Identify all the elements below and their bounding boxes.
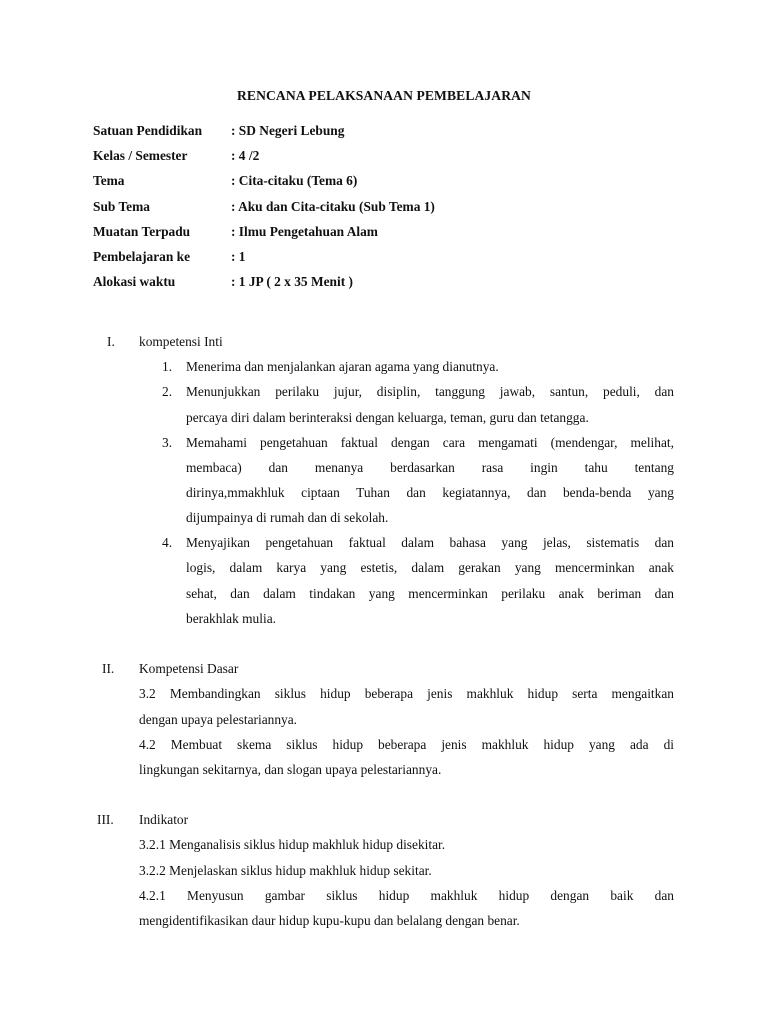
paragraph-line: lingkungan sekitarnya, dan slogan upaya pelestariannya. (139, 762, 442, 777)
identity-label: Sub Tema (93, 199, 150, 214)
identity-value: : Cita-citaku (Tema 6) (231, 173, 358, 188)
identity-value: : 1 (231, 249, 246, 264)
list-item-line: berakhlak mulia. (186, 611, 276, 626)
identity-row-tema (93, 173, 357, 189)
paragraph-line: 3.2 Membandingkan siklus hidup beberapa jenis makhluk hidup serta mengaitkan (139, 686, 674, 701)
identity-label: Pembelajaran ke (93, 249, 191, 264)
list-item-line: Menunjukkan perilaku jujur, disiplin, tanggung jawab, santun, peduli, dan (186, 384, 674, 399)
list-item-line: Menyajikan pengetahuan faktual dalam bahasa yang jelas, sistematis dan (186, 535, 674, 550)
list-item-line: logis, dalam karya yang estetis, dalam gerakan yang mencerminkan anak (186, 560, 674, 575)
list-item-number: 3. (162, 435, 173, 450)
identity-row-satuan (93, 123, 344, 139)
identity-row-alokasi (93, 274, 353, 290)
paragraph-line: mengidentifikasikan daur hidup kupu-kupu dan belalang dengan benar. (139, 913, 520, 928)
paragraph-line: 3.2.1 Menganalisis siklus hidup makhluk hidup disekitar. (139, 837, 446, 852)
list-item-number: 2. (162, 384, 173, 399)
paragraph-line: 4.2 Membuat skema siklus hidup beberapa jenis makhluk hidup yang ada di (139, 737, 674, 752)
list-item-line: membaca) dan menanya berdasarkan rasa ingin tahu tentang (186, 460, 674, 475)
paragraph-line: 3.2.2 Menjelaskan siklus hidup makhluk hidup sekitar. (139, 863, 432, 878)
identity-value: : Ilmu Pengetahuan Alam (231, 224, 378, 239)
section-number: I. (107, 334, 115, 349)
document-title: RENCANA PELAKSANAAN PEMBELAJARAN (237, 88, 531, 103)
list-item-line: Menerima dan menjalankan ajaran agama yang dianutnya. (186, 359, 499, 374)
identity-row-subtema (93, 199, 435, 215)
identity-value: : 4 /2 (231, 148, 260, 163)
list-item-number: 4. (162, 535, 173, 550)
identity-label: Alokasi waktu (93, 274, 176, 289)
identity-value: : SD Negeri Lebung (231, 123, 345, 138)
identity-row-kelas (93, 148, 259, 164)
list-item-number: 1. (162, 359, 173, 374)
identity-label: Satuan Pendidikan (93, 123, 203, 138)
section-number: III. (97, 812, 114, 827)
paragraph-line: dengan upaya pelestariannya. (139, 712, 298, 727)
paragraph-line: 4.2.1 Menyusun gambar siklus hidup makhluk hidup dengan baik dan (139, 888, 674, 903)
section-title-kompetensi-inti: kompetensi Inti (139, 334, 223, 349)
identity-label: Tema (93, 173, 125, 188)
list-item-line: Memahami pengetahuan faktual dengan cara mengamati (mendengar, melihat, (186, 435, 674, 450)
list-item-line: sehat, dan dalam tindakan yang mencerminkan perilaku anak beriman dan (186, 586, 674, 601)
identity-label: Muatan Terpadu (93, 224, 191, 239)
identity-label: Kelas / Semester (93, 148, 188, 163)
identity-row-pembelajaran (93, 249, 246, 265)
list-item-line: percaya diri dalam berinteraksi dengan keluarga, teman, guru dan tetangga. (186, 410, 589, 425)
identity-value: : Aku dan Cita-citaku (Sub Tema 1) (231, 199, 435, 214)
section-title-indikator: Indikator (139, 812, 189, 827)
section-number: II. (102, 661, 115, 676)
identity-row-muatan (93, 224, 378, 240)
list-item-line: dijumpainya di rumah dan di sekolah. (186, 510, 389, 525)
identity-value: : 1 JP ( 2 x 35 Menit ) (231, 274, 353, 289)
list-item-line: dirinya,mmakhluk ciptaan Tuhan dan kegiatannya, dan benda-benda yang (186, 485, 674, 500)
section-title-kompetensi-dasar: Kompetensi Dasar (139, 661, 239, 676)
